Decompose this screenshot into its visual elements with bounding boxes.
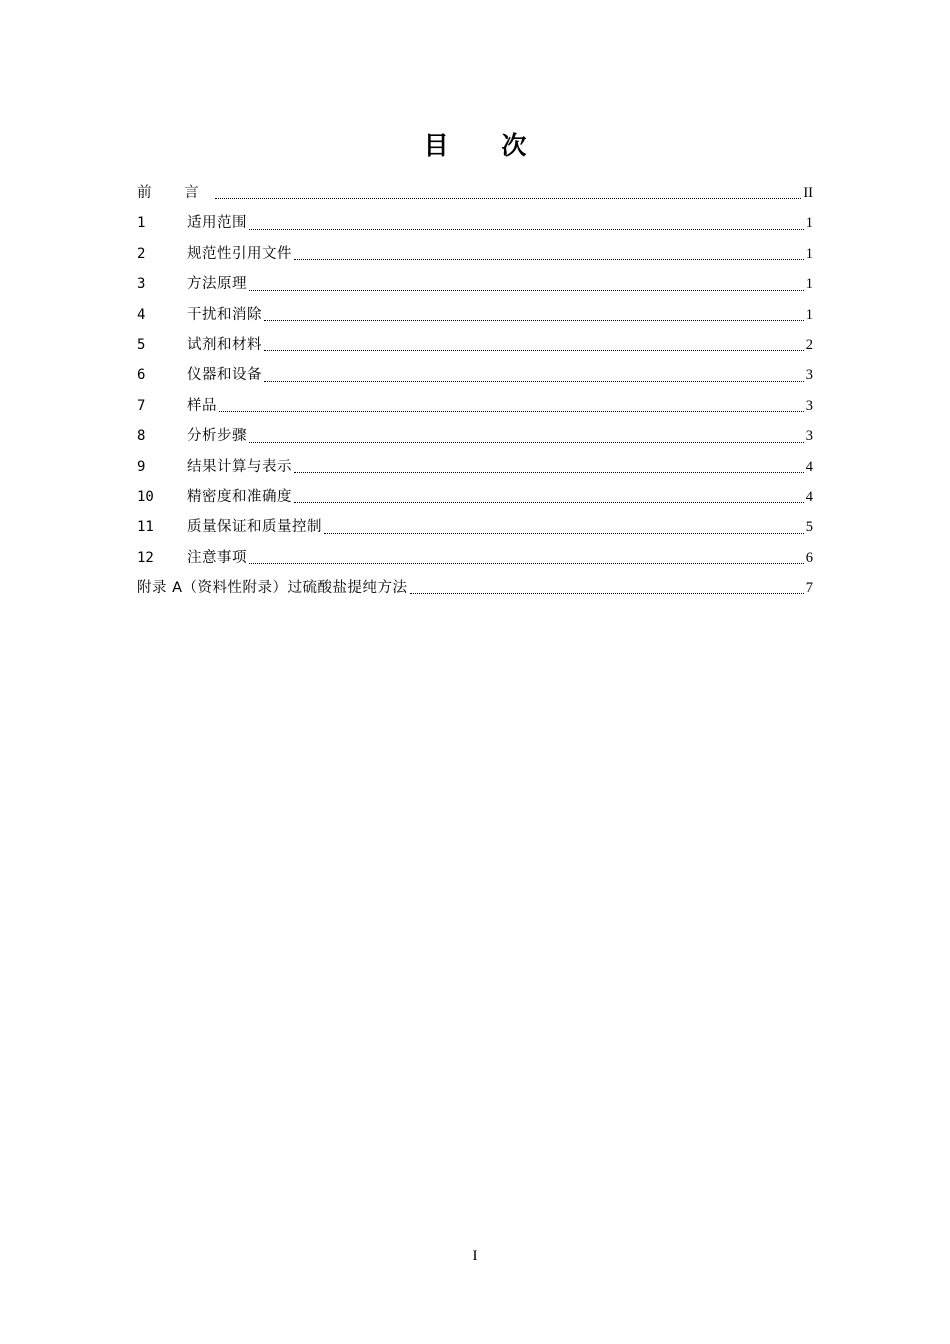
toc-entry[interactable] (137, 482, 813, 512)
toc-entry-label: 干扰和消除 (187, 306, 262, 323)
toc-entry-label: 注意事项 (187, 549, 247, 566)
toc-entry-page: 3 (805, 367, 813, 384)
toc-entry-label: 试剂和材料 (187, 336, 262, 353)
toc-entry-page: 1 (805, 276, 813, 293)
toc-dot-leader (249, 421, 804, 451)
toc-entry-label: 精密度和准确度 (187, 488, 292, 505)
toc-dot-leader (264, 300, 804, 330)
toc-entry[interactable] (137, 239, 813, 269)
toc-entry-number: 2 (137, 245, 146, 262)
toc-dot-leader (410, 573, 804, 603)
toc-entry[interactable] (137, 269, 813, 299)
toc-entry-label: 附录 A（资料性附录）过硫酸盐提纯方法 (137, 580, 408, 597)
toc-entry-number: 5 (137, 336, 146, 353)
toc-dot-leader (249, 269, 804, 299)
toc-entry-number: 6 (137, 367, 146, 384)
toc-entry[interactable] (137, 178, 813, 208)
toc-entry-page: 4 (805, 488, 813, 505)
toc-title: 目 次 (423, 131, 549, 160)
toc-entry-number: 10 (137, 488, 154, 505)
toc-entry-page: 1 (805, 306, 813, 323)
toc-entry-label: 质量保证和质量控制 (187, 519, 322, 536)
toc-dot-leader (249, 208, 804, 238)
toc-entry-page: 3 (805, 428, 813, 445)
toc-entry[interactable] (137, 391, 813, 421)
toc-entry-label: 分析步骤 (187, 428, 247, 445)
toc-entry[interactable] (137, 573, 813, 603)
toc-entry-number: 8 (137, 428, 146, 445)
toc-entry-page: 7 (805, 580, 813, 597)
toc-entry-label: 仪器和设备 (187, 367, 262, 384)
toc-entry-label: 方法原理 (187, 276, 247, 293)
toc-entry-number: 9 (137, 458, 146, 475)
toc-entry[interactable] (137, 421, 813, 451)
toc-entry-label: 样品 (187, 397, 217, 414)
toc-entry-page: II (803, 184, 813, 201)
toc-dot-leader (294, 452, 804, 482)
toc-entry-page: 4 (805, 458, 813, 475)
toc-dot-leader (294, 482, 804, 512)
toc-entry-number: 3 (137, 276, 146, 293)
toc-dot-leader (249, 543, 804, 573)
toc-entry-label: 结果计算与表示 (187, 458, 292, 475)
toc-dot-leader (215, 178, 802, 208)
toc-entry-page: 1 (805, 215, 813, 232)
toc-list (137, 178, 813, 603)
toc-entry-number: 12 (137, 549, 154, 566)
toc-entry-page: 6 (805, 549, 813, 566)
toc-entry-number: 7 (137, 397, 146, 414)
toc-entry-label: 规范性引用文件 (187, 245, 292, 262)
toc-entry[interactable] (137, 208, 813, 238)
toc-entry-page: 5 (805, 519, 813, 536)
toc-entry-page: 2 (805, 336, 813, 353)
toc-entry[interactable] (137, 543, 813, 573)
toc-entry-number: 4 (137, 306, 146, 323)
toc-entry-number: 11 (137, 519, 154, 536)
toc-entry[interactable] (137, 330, 813, 360)
toc-entry-label: 前 言 (137, 184, 213, 201)
toc-entry-page: 1 (805, 245, 813, 262)
toc-entry-page: 3 (805, 397, 813, 414)
toc-dot-leader (264, 360, 804, 390)
toc-entry-label: 适用范围 (187, 215, 247, 232)
toc-entry[interactable] (137, 300, 813, 330)
toc-entry[interactable] (137, 360, 813, 390)
toc-dot-leader (264, 330, 804, 360)
toc-dot-leader (294, 239, 804, 269)
footer-page-number: I (472, 1248, 478, 1264)
toc-entry[interactable] (137, 512, 813, 542)
toc-entry-number: 1 (137, 215, 146, 232)
toc-dot-leader (324, 512, 804, 542)
toc-dot-leader (219, 391, 804, 421)
toc-entry[interactable] (137, 452, 813, 482)
